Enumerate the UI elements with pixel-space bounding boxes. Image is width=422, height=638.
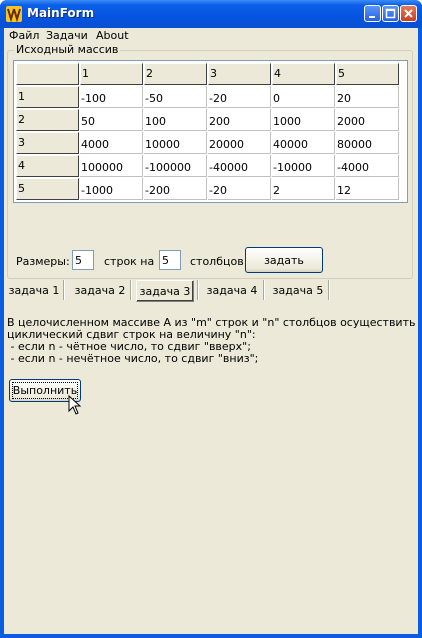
table-row bbox=[16, 86, 399, 108]
row-header: 3 bbox=[16, 132, 79, 154]
minimize-icon bbox=[365, 6, 380, 21]
tab-task-4[interactable]: задача 4 bbox=[206, 284, 258, 297]
table-cell[interactable]: 4000 bbox=[80, 132, 143, 154]
table-cell[interactable]: -40000 bbox=[208, 155, 271, 177]
tab-task-3[interactable]: задача 3 bbox=[136, 280, 194, 302]
table-cell[interactable]: -20 bbox=[208, 178, 271, 200]
table-cell[interactable]: 1000 bbox=[272, 109, 335, 131]
column-header: 2 bbox=[144, 63, 207, 85]
column-header: 4 bbox=[272, 63, 335, 85]
row-header: 5 bbox=[16, 178, 79, 200]
table-cell[interactable]: 20000 bbox=[208, 132, 271, 154]
title-bar[interactable] bbox=[0, 0, 422, 28]
table-cell[interactable]: -100000 bbox=[144, 155, 207, 177]
table-row bbox=[16, 155, 399, 177]
close-icon bbox=[401, 6, 416, 21]
tab-task-5[interactable]: задача 5 bbox=[272, 284, 324, 297]
array-grid[interactable] bbox=[13, 60, 408, 203]
minimize-button[interactable] bbox=[364, 5, 381, 22]
mouse-cursor-icon bbox=[68, 395, 82, 415]
column-header: 1 bbox=[80, 63, 143, 85]
table-row bbox=[16, 109, 399, 131]
table-cell[interactable]: -1000 bbox=[80, 178, 143, 200]
header-row bbox=[16, 63, 399, 85]
tab-separator bbox=[197, 280, 199, 300]
rows-input[interactable]: 5 bbox=[72, 250, 94, 270]
description-line: - если n - нечётное число, то сдвиг "вниз"; bbox=[7, 352, 259, 365]
menu-about[interactable]: About bbox=[96, 29, 129, 42]
tab-task-2[interactable]: задача 2 bbox=[74, 284, 126, 297]
description-line: В целочисленном массиве А из "m" строк и "n" столбцов осуществить bbox=[7, 316, 416, 329]
tab-separator bbox=[63, 280, 65, 300]
run-button[interactable]: Выполнить bbox=[9, 379, 81, 402]
array-table bbox=[15, 62, 400, 201]
app-icon bbox=[6, 6, 22, 22]
menu-tasks[interactable]: Задачи bbox=[46, 29, 88, 42]
table-cell[interactable]: 0 bbox=[272, 86, 335, 108]
table-row bbox=[16, 178, 399, 200]
set-size-button[interactable]: задать bbox=[245, 247, 323, 273]
table-cell[interactable]: 40000 bbox=[272, 132, 335, 154]
task-tabs bbox=[4, 280, 418, 304]
row-header: 1 bbox=[16, 86, 79, 108]
cols-input[interactable]: 5 bbox=[159, 250, 181, 270]
table-cell[interactable]: -4000 bbox=[336, 155, 399, 177]
table-cell[interactable]: -10000 bbox=[272, 155, 335, 177]
row-header: 4 bbox=[16, 155, 79, 177]
table-cell[interactable]: 12 bbox=[336, 178, 399, 200]
table-cell[interactable]: 80000 bbox=[336, 132, 399, 154]
group-title: Исходный массив bbox=[16, 43, 119, 56]
table-cell[interactable]: 50 bbox=[80, 109, 143, 131]
table-cell[interactable]: 2 bbox=[272, 178, 335, 200]
client-area bbox=[4, 28, 418, 634]
tab-task-1[interactable]: задача 1 bbox=[8, 284, 60, 297]
sizes-row bbox=[8, 247, 414, 271]
window-title: MainForm bbox=[27, 6, 95, 20]
table-cell[interactable]: 2000 bbox=[336, 109, 399, 131]
close-button[interactable] bbox=[400, 5, 417, 22]
table-cell[interactable]: 100000 bbox=[80, 155, 143, 177]
table-cell[interactable]: -20 bbox=[208, 86, 271, 108]
table-row bbox=[16, 132, 399, 154]
tab-separator bbox=[328, 280, 330, 300]
maximize-icon bbox=[383, 6, 398, 21]
column-header: 3 bbox=[208, 63, 271, 85]
description-line: - если n - чётное число, то сдвиг "вверх"; bbox=[7, 340, 251, 353]
maximize-button[interactable] bbox=[382, 5, 399, 22]
rows-label: строк на bbox=[104, 255, 155, 268]
description-line: циклический сдвиг строк на величину "n": bbox=[7, 328, 256, 341]
table-cell[interactable]: 200 bbox=[208, 109, 271, 131]
row-header: 2 bbox=[16, 109, 79, 131]
table-cell[interactable]: -100 bbox=[80, 86, 143, 108]
cols-label: столбцов bbox=[190, 255, 244, 268]
tab-separator bbox=[263, 280, 265, 300]
source-array-group bbox=[7, 43, 413, 279]
table-cell[interactable]: 20 bbox=[336, 86, 399, 108]
corner-cell bbox=[16, 63, 79, 85]
table-cell[interactable]: -200 bbox=[144, 178, 207, 200]
task-description bbox=[7, 316, 416, 365]
table-cell[interactable]: 100 bbox=[144, 109, 207, 131]
menu-file[interactable]: Файл bbox=[9, 29, 40, 42]
column-header: 5 bbox=[336, 63, 399, 85]
table-cell[interactable]: -50 bbox=[144, 86, 207, 108]
sizes-label: Размеры: bbox=[16, 255, 70, 268]
table-cell[interactable]: 10000 bbox=[144, 132, 207, 154]
tab-separator bbox=[130, 280, 132, 300]
